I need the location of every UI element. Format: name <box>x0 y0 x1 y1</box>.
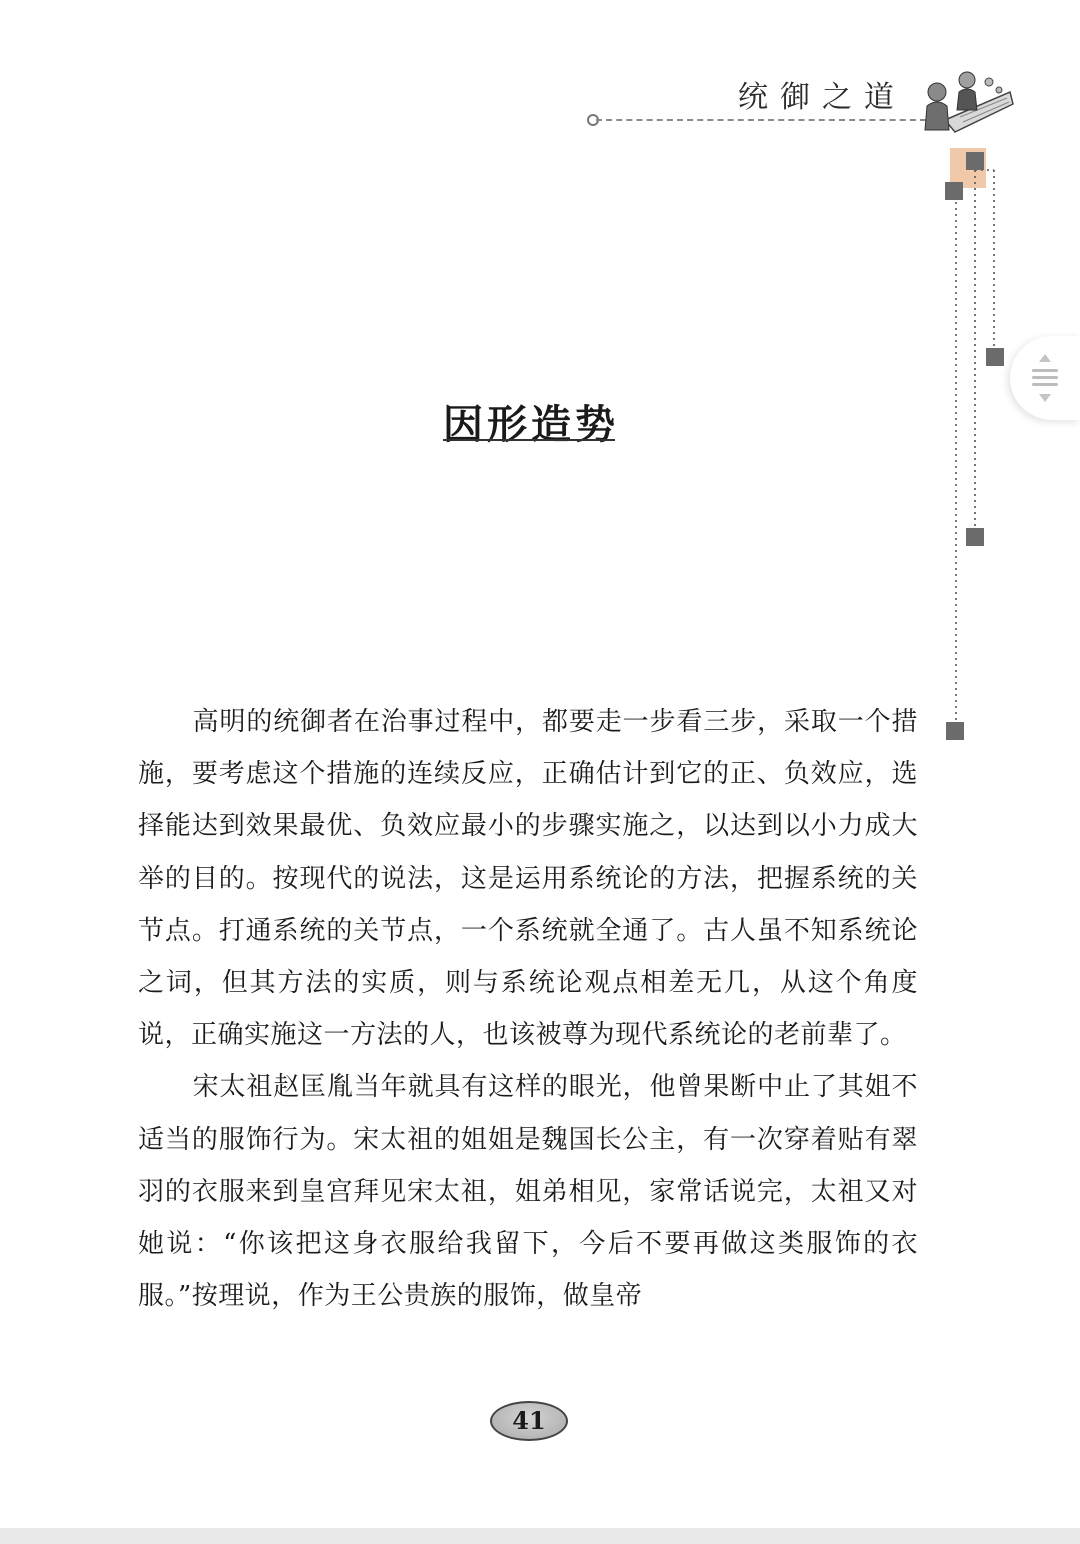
scroll-handle-icon <box>1028 352 1062 404</box>
page-number-badge: 41 <box>490 1401 568 1441</box>
margin-decoration <box>930 140 1020 760</box>
header-dashed-rule <box>596 119 926 121</box>
body-text <box>138 696 918 1322</box>
reading-figures-book-icon <box>915 62 1015 134</box>
running-head-title: 统御之道 <box>738 80 906 115</box>
chapter-title: 因形造势 <box>443 401 619 448</box>
paragraph: 宋太祖赵匡胤当年就具有这样的眼光，他曾果断中止了其姐不适当的服饰行为。宋太祖的姐姐是魏国长公主，有一次穿着贴有翠羽的衣服来到皇宫拜见宋太祖，姐弟相见，家常话说完，太祖又对她说：“你该把这身衣服给我留下，今后不要再做这类服饰的衣服。”按理说，作为王公贵族的服饰，做皇帝 <box>138 1072 918 1312</box>
paragraph: 高明的统御者在治事过程中，都要走一步看三步，采取一个措施，要考虑这个措施的连续反应，正确估计到它的正、负效应，选择能达到效果最优、负效应最小的步骤实施之，以达到以小力成大举的目的。按现代的说法，这是运用系统论的方法，把握系统的关节点。打通系统的关节点，一个系统就全通了。古人虽不知系统论之词，但其方法的实质，则与系统论观点相差无几，从这个角度说，正确实施这一方法的人，也该被尊为现代系统论的老前辈了。 <box>138 707 918 1051</box>
viewer-bottom-strip <box>0 1528 1080 1544</box>
chapter-title-underline <box>443 439 615 441</box>
